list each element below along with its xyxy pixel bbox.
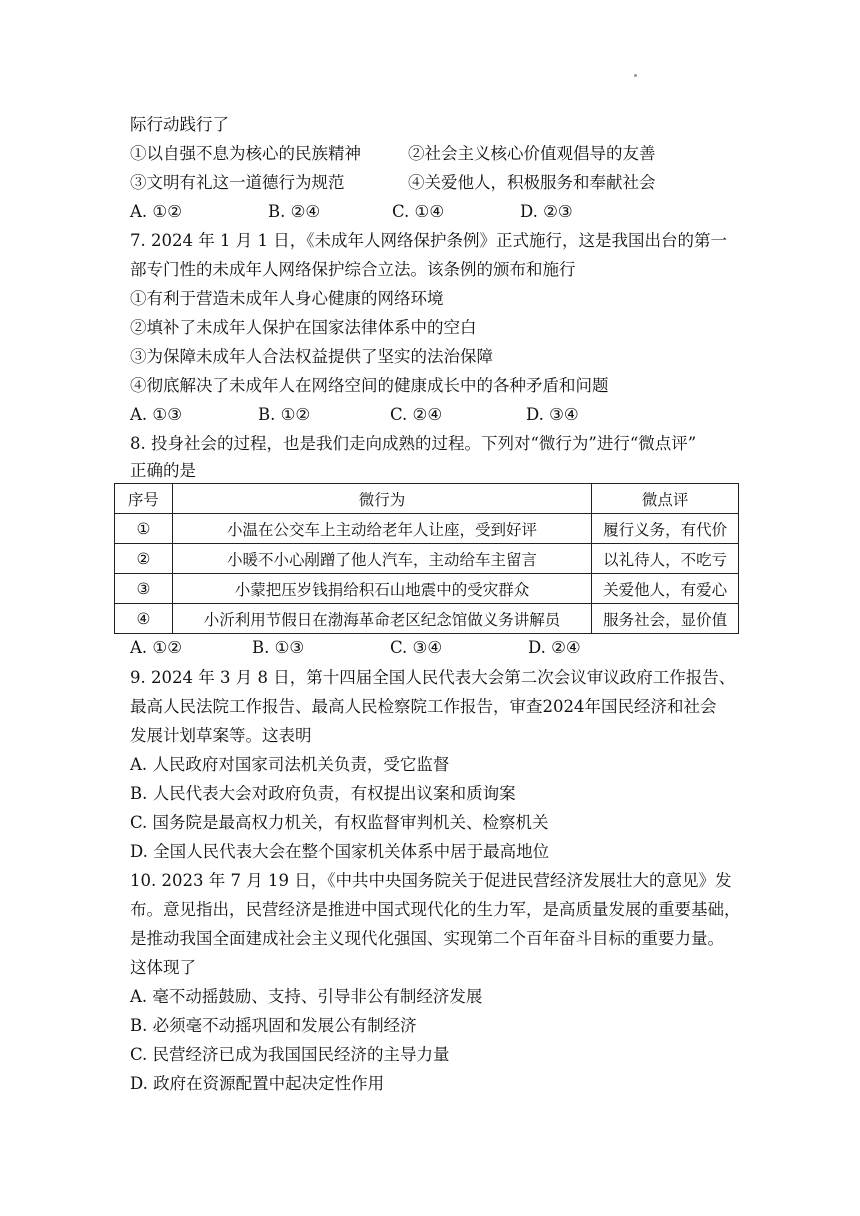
q8-cell-index: ②	[115, 544, 173, 574]
q8-option-a: A. ①②	[130, 638, 182, 657]
q8-stem-line-1: 8. 投身社会的过程，也是我们走向成熟的过程。下列对“微行为”进行“微点评”	[130, 434, 697, 453]
q6-item-4: ④关爱他人，积极服务和奉献社会	[408, 173, 656, 192]
q8-header-behavior: 微行为	[172, 484, 591, 514]
q7-option-d: D. ③④	[526, 405, 579, 424]
q8-header-comment: 微点评	[592, 484, 739, 514]
q8-cell-behavior: 小暖不小心剐蹭了他人汽车，主动给车主留言	[172, 544, 591, 574]
q8-table	[114, 483, 739, 634]
q8-option-c: C. ③④	[390, 638, 443, 657]
q7-stem-line-1: 7. 2024 年 1 月 1 日，《未成年人网络保护条例》正式施行，这是我国出台的第一	[130, 231, 727, 250]
q6-option-b: B. ②④	[268, 202, 321, 221]
q6-stem-end: 际行动践行了	[130, 115, 229, 134]
q10-option-a: A. 毫不动摇鼓励、支持、引导非公有制经济发展	[130, 987, 483, 1006]
q8-cell-comment: 服务社会，显价值	[592, 604, 739, 634]
q8-option-d: D. ②④	[528, 638, 581, 657]
q6-item-2: ②社会主义核心价值观倡导的友善	[408, 144, 656, 163]
q9-option-d: D. 全国人民代表大会在整个国家机关体系中居于最高地位	[130, 842, 550, 861]
q10-stem-line-2: 布。意见指出，民营经济是推进中国式现代化的生力军，是高质量发展的重要基础，	[130, 900, 741, 919]
table-row	[115, 514, 739, 544]
q8-cell-comment: 以礼待人，不吃亏	[592, 544, 739, 574]
q9-stem-line-2: 最高人民法院工作报告、最高人民检察院工作报告，审查2024年国民经济和社会	[130, 697, 717, 716]
q8-cell-index: ④	[115, 604, 173, 634]
q6-item-3: ③文明有礼这一道德行为规范	[130, 173, 345, 192]
q8-option-b: B. ①③	[252, 638, 305, 657]
q7-item-3: ③为保障未成年人合法权益提供了坚实的法治保障	[130, 347, 493, 366]
q9-stem-line-1: 9. 2024 年 3 月 8 日，第十四届全国人民代表大会第二次会议审议政府工作报告、	[130, 668, 736, 687]
q6-option-a: A. ①②	[130, 202, 182, 221]
q10-option-c: C. 民营经济已成为我国国民经济的主导力量	[130, 1045, 450, 1064]
q10-option-d: D. 政府在资源配置中起决定性作用	[130, 1074, 385, 1093]
q8-cell-behavior: 小沂利用节假日在渤海革命老区纪念馆做义务讲解员	[172, 604, 591, 634]
q8-cell-index: ③	[115, 574, 173, 604]
q10-option-b: B. 必须毫不动摇巩固和发展公有制经济	[130, 1016, 417, 1035]
q7-option-a: A. ①③	[130, 405, 182, 424]
q9-option-b: B. 人民代表大会对政府负责，有权提出议案和质询案	[130, 784, 516, 803]
q7-option-c: C. ②④	[390, 405, 443, 424]
q6-option-d: D. ②③	[520, 202, 573, 221]
q7-item-2: ②填补了未成年人保护在国家法律体系中的空白	[130, 318, 477, 337]
q8-table-header	[115, 484, 739, 514]
q9-stem-line-3: 发展计划草案等。这表明	[130, 726, 312, 745]
q6-item-1: ①以自强不息为核心的民族精神	[130, 144, 361, 163]
q8-stem-line-2: 正确的是	[130, 461, 196, 480]
q10-stem-line-1: 10. 2023 年 7 月 19 日，《中共中央国务院关于促进民营经济发展壮大的意见》发	[130, 871, 732, 890]
q8-cell-behavior: 小蒙把压岁钱捐给积石山地震中的受灾群众	[172, 574, 591, 604]
q8-header-index: 序号	[115, 484, 173, 514]
q9-option-c: C. 国务院是最高权力机关，有权监督审判机关、检察机关	[130, 813, 549, 832]
table-row	[115, 574, 739, 604]
q8-cell-index: ①	[115, 514, 173, 544]
q8-cell-comment: 履行义务，有代价	[592, 514, 739, 544]
q6-option-c: C. ①④	[392, 202, 445, 221]
q10-stem-line-3: 是推动我国全面建成社会主义现代化强国、实现第二个百年奋斗目标的重要力量。	[130, 929, 724, 948]
q7-item-1: ①有利于营造未成年人身心健康的网络环境	[130, 289, 444, 308]
q7-item-4: ④彻底解决了未成年人在网络空间的健康成长中的各种矛盾和问题	[130, 376, 609, 395]
scan-speck	[634, 74, 637, 77]
q10-stem-line-4: 这体现了	[130, 958, 196, 977]
q7-stem-line-2: 部专门性的未成年人网络保护综合立法。该条例的颁布和施行	[130, 260, 576, 279]
q8-cell-behavior: 小温在公交车上主动给老年人让座，受到好评	[172, 514, 591, 544]
table-row	[115, 604, 739, 634]
q8-cell-comment: 关爱他人，有爱心	[592, 574, 739, 604]
q9-option-a: A. 人民政府对国家司法机关负责，受它监督	[130, 755, 450, 774]
table-row	[115, 544, 739, 574]
q7-option-b: B. ①②	[258, 405, 311, 424]
